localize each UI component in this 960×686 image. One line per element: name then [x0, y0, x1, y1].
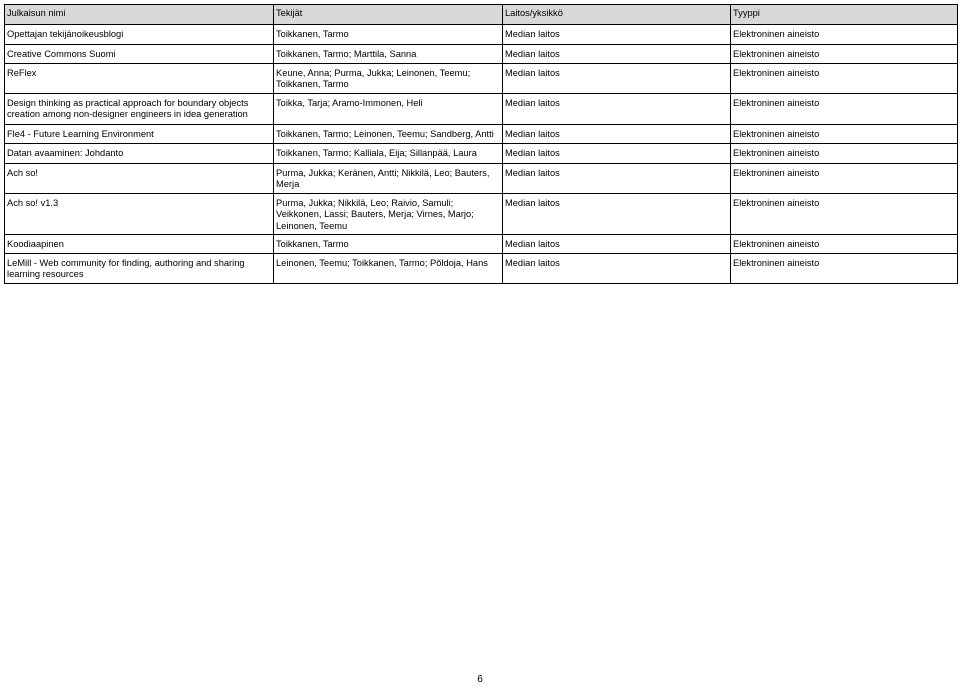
cell-type: Elektroninen aineisto [730, 194, 958, 234]
page-number: 6 [477, 674, 483, 685]
cell-title: Fle4 - Future Learning Environment [4, 125, 273, 143]
header-type: Tyyppi [730, 5, 958, 24]
cell-type: Elektroninen aineisto [730, 235, 958, 253]
table-row [4, 194, 958, 235]
cell-authors: Toikkanen, Tarmo; Marttila, Sanna [273, 45, 502, 63]
header-title: Julkaisun nimi [4, 5, 273, 24]
cell-type: Elektroninen aineisto [730, 125, 958, 143]
table-row [4, 144, 958, 164]
cell-unit: Median laitos [502, 45, 730, 63]
cell-unit: Median laitos [502, 254, 730, 283]
table-row [4, 164, 958, 194]
cell-authors: Leinonen, Teemu; Toikkanen, Tarmo; Põldoja, Hans [273, 254, 502, 283]
cell-authors: Toikkanen, Tarmo [273, 25, 502, 44]
table-row [4, 64, 958, 94]
cell-unit: Median laitos [502, 25, 730, 44]
cell-unit: Median laitos [502, 194, 730, 234]
table-row [4, 45, 958, 64]
cell-title: Koodiaapinen [4, 235, 273, 253]
table-row [4, 254, 958, 284]
cell-unit: Median laitos [502, 164, 730, 193]
cell-authors: Purma, Jukka; Keränen, Antti; Nikkilä, Leo; Bauters, Merja [273, 164, 502, 193]
cell-title: Design thinking as practical approach for boundary objects creation among non-designer engineers in idea generation [4, 94, 273, 124]
table-row [4, 94, 958, 125]
cell-authors: Toikkanen, Tarmo [273, 235, 502, 253]
cell-authors: Toikka, Tarja; Aramo-Immonen, Heli [273, 94, 502, 124]
cell-authors: Purma, Jukka; Nikkilä, Leo; Raivio, Samuli; Veikkonen, Lassi; Bauters, Merja; Virnes, Marjo; Leinonen, Teemu [273, 194, 502, 234]
cell-type: Elektroninen aineisto [730, 25, 958, 44]
cell-title: ReFlex [4, 64, 273, 93]
cell-unit: Median laitos [502, 94, 730, 124]
cell-title: Ach so! v1.3 [4, 194, 273, 234]
table-row [4, 235, 958, 254]
cell-type: Elektroninen aineisto [730, 64, 958, 93]
table-row [4, 125, 958, 144]
cell-authors: Toikkanen, Tarmo; Leinonen, Teemu; Sandberg, Antti [273, 125, 502, 143]
cell-title: LeMill - Web community for finding, authoring and sharing learning resources [4, 254, 273, 283]
cell-type: Elektroninen aineisto [730, 254, 958, 283]
header-unit: Laitos/yksikkö [502, 5, 730, 24]
cell-type: Elektroninen aineisto [730, 164, 958, 193]
table-row [4, 25, 958, 45]
header-authors: Tekijät [273, 5, 502, 24]
cell-title: Opettajan tekijänoikeusblogi [4, 25, 273, 44]
publications-table [4, 4, 958, 284]
cell-unit: Median laitos [502, 64, 730, 93]
table-body [4, 25, 958, 284]
cell-unit: Median laitos [502, 125, 730, 143]
cell-unit: Median laitos [502, 144, 730, 163]
cell-title: Ach so! [4, 164, 273, 193]
cell-unit: Median laitos [502, 235, 730, 253]
cell-title: Creative Commons Suomi [4, 45, 273, 63]
cell-type: Elektroninen aineisto [730, 45, 958, 63]
cell-authors: Toikkanen, Tarmo; Kalliala, Eija; Sillanpää, Laura [273, 144, 502, 163]
cell-type: Elektroninen aineisto [730, 94, 958, 124]
cell-title: Datan avaaminen: Johdanto [4, 144, 273, 163]
cell-type: Elektroninen aineisto [730, 144, 958, 163]
table-header [4, 4, 958, 25]
cell-authors: Keune, Anna; Purma, Jukka; Leinonen, Teemu; Toikkanen, Tarmo [273, 64, 502, 93]
